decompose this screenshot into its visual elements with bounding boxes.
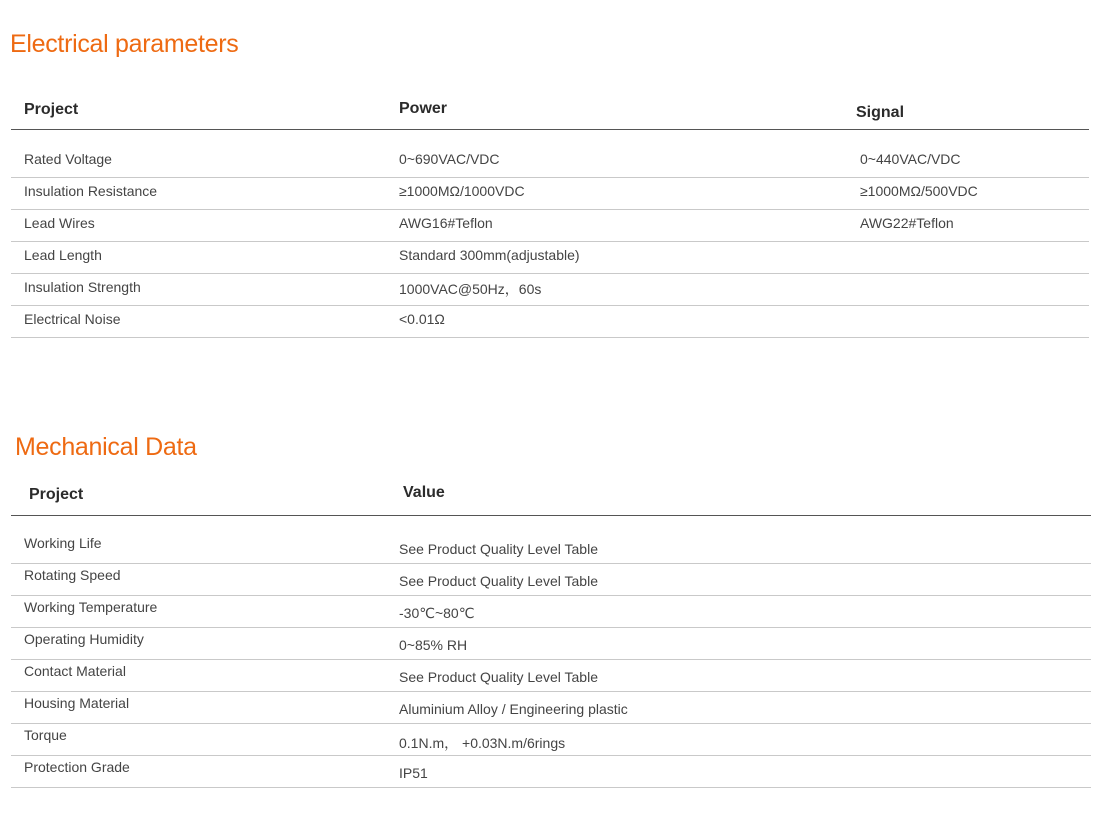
electrical-row-power: 1000VAC@50Hz，60s xyxy=(399,281,542,297)
mechanical-row-value: Aluminium Alloy / Engineering plastic xyxy=(399,701,628,717)
mechanical-row-project: Working Temperature xyxy=(24,599,158,615)
electrical-row-power: ≥1000MΩ/1000VDC xyxy=(399,183,525,199)
mechanical-row-project: Housing Material xyxy=(24,695,130,711)
mechanical-row-value: See Product Quality Level Table xyxy=(399,573,598,589)
mechanical-row-value: IP51 xyxy=(399,765,428,781)
electrical-header-power: Power xyxy=(399,100,448,117)
mechanical-section-title: Mechanical Data xyxy=(15,433,197,461)
mechanical-row-value: 0~85% RH xyxy=(399,637,468,653)
electrical-row-power: <0.01Ω xyxy=(399,311,445,327)
electrical-row-signal: 0~440VAC/VDC xyxy=(860,151,961,167)
mechanical-header-rule xyxy=(11,515,1091,516)
mechanical-row-project: Operating Humidity xyxy=(24,631,144,647)
row-divider xyxy=(11,659,1091,660)
mechanical-row-project: Rotating Speed xyxy=(24,567,121,583)
mechanical-row-value: See Product Quality Level Table xyxy=(399,669,598,685)
row-divider xyxy=(11,627,1091,628)
row-divider xyxy=(11,273,1089,274)
mechanical-row-project: Working Life xyxy=(24,535,102,551)
mechanical-header-value: Value xyxy=(403,484,445,501)
row-divider xyxy=(11,305,1089,306)
row-divider xyxy=(11,723,1091,724)
electrical-header-signal: Signal xyxy=(856,104,905,121)
row-divider xyxy=(11,177,1089,178)
electrical-header-project: Project xyxy=(24,101,79,118)
row-divider xyxy=(11,209,1089,210)
electrical-row-power: Standard 300mm(adjustable) xyxy=(399,247,580,263)
electrical-row-signal: AWG22#Teflon xyxy=(860,215,954,231)
electrical-row-project: Rated Voltage xyxy=(24,151,112,167)
electrical-row-power: 0~690VAC/VDC xyxy=(399,151,500,167)
electrical-row-project: Lead Wires xyxy=(24,215,95,231)
electrical-row-project: Insulation Strength xyxy=(24,279,141,295)
electrical-row-signal: ≥1000MΩ/500VDC xyxy=(860,183,978,199)
mechanical-row-value: See Product Quality Level Table xyxy=(399,541,598,557)
electrical-header-rule xyxy=(11,129,1089,130)
mechanical-row-project: Torque xyxy=(24,727,67,743)
row-divider xyxy=(11,595,1091,596)
row-divider xyxy=(11,787,1091,788)
row-divider xyxy=(11,691,1091,692)
row-divider xyxy=(11,563,1091,564)
electrical-row-power: AWG16#Teflon xyxy=(399,215,493,231)
mechanical-header-project: Project xyxy=(29,486,84,503)
mechanical-row-project: Contact Material xyxy=(24,663,126,679)
row-divider xyxy=(11,241,1089,242)
row-divider xyxy=(11,755,1091,756)
mechanical-row-project: Protection Grade xyxy=(24,759,130,775)
electrical-row-project: Insulation Resistance xyxy=(24,183,158,199)
electrical-row-project: Lead Length xyxy=(24,247,102,263)
mechanical-row-value: 0.1N.m， +0.03N.m/6rings xyxy=(399,735,566,751)
electrical-row-project: Electrical Noise xyxy=(24,311,121,327)
electrical-section-title: Electrical parameters xyxy=(10,30,239,58)
row-divider xyxy=(11,337,1089,338)
mechanical-row-value: -30℃~80℃ xyxy=(399,605,475,621)
